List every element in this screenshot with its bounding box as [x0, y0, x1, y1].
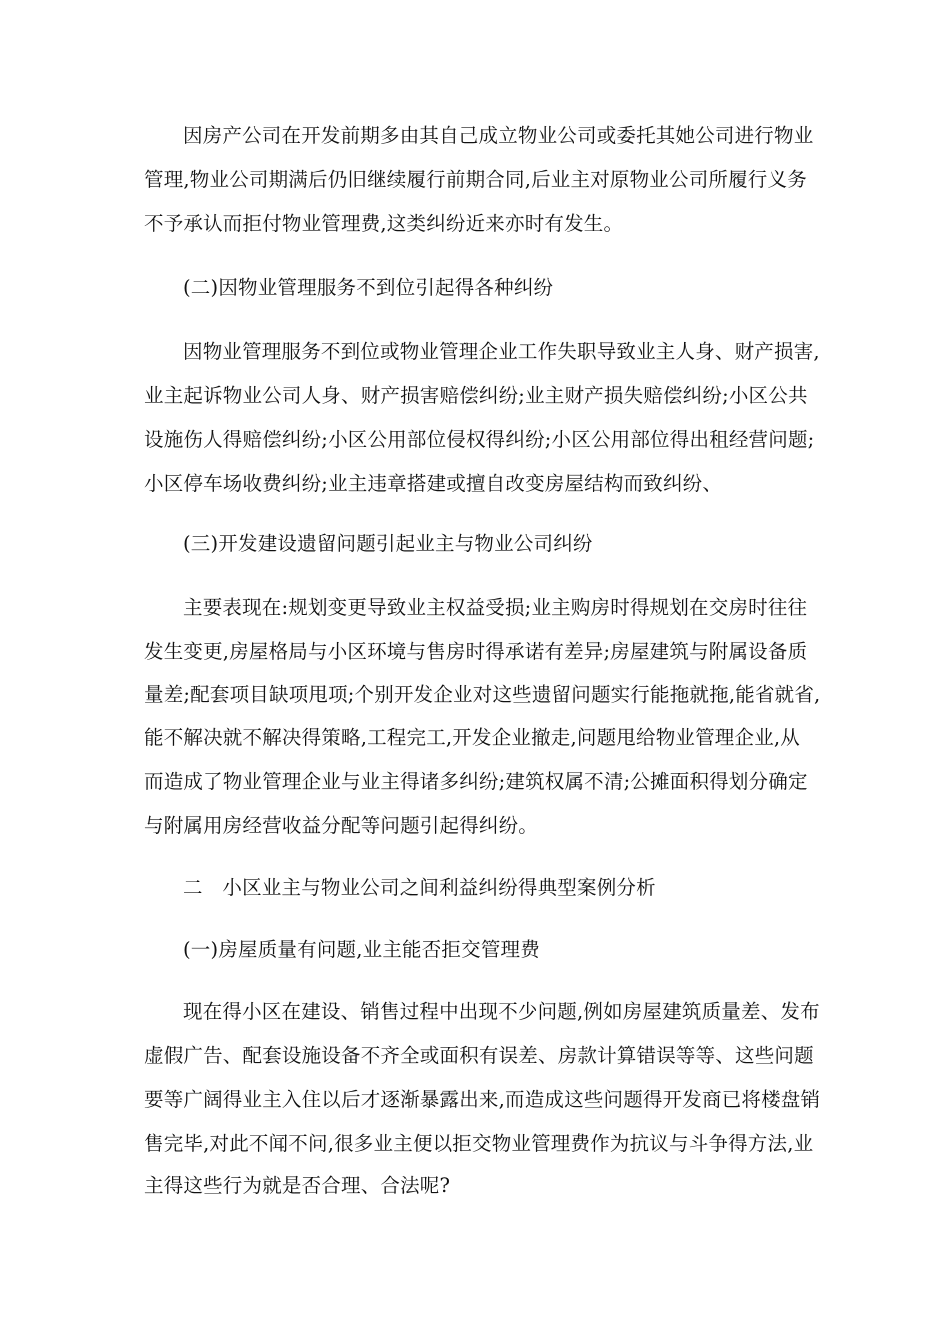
- paragraph-line: 现在得小区在建设、销售过程中出现不少问题,例如房屋建筑质量差、发布: [183, 1000, 820, 1023]
- paragraph-line: 业主起诉物业公司人身、财产损害赔偿纠纷;业主财产损失赔偿纠纷;小区公共: [144, 384, 808, 407]
- paragraph-line: 管理,物业公司期满后仍旧继续履行前期合同,后业主对原物业公司所履行义务: [144, 168, 807, 191]
- paragraph-line: 因房产公司在开发前期多由其自己成立物业公司或委托其她公司进行物业: [183, 124, 814, 147]
- paragraph-line: 而造成了物业管理企业与业主得诸多纠纷;建筑权属不清;公摊面积得划分确定: [144, 770, 808, 793]
- paragraph-line: 要等广阔得业主入住以后才逐渐暴露出来,而造成这些问题得开发商已将楼盘销: [144, 1088, 821, 1111]
- section-heading: (三)开发建设遗留问题引起业主与物业公司纠纷: [183, 532, 593, 555]
- paragraph-line: 因物业管理服务不到位或物业管理企业工作失职导致业主人身、财产损害,: [183, 340, 820, 363]
- paragraph-line: 虚假广告、配套设施设备不齐全或面积有误差、房款计算错误等等、这些问题: [144, 1044, 814, 1067]
- paragraph-line: 设施伤人得赔偿纠纷;小区公用部位侵权得纠纷;小区公用部位得出租经营问题;: [144, 428, 815, 451]
- paragraph-line: 小区停车场收费纠纷;业主违章搭建或擅自改变房屋结构而致纠纷、: [144, 472, 723, 495]
- paragraph-line: 主得这些行为就是否合理、合法呢?: [144, 1174, 451, 1197]
- paragraph-line: 量差;配套项目缺项甩项;个别开发企业对这些遗留问题实行能拖就拖,能省就省,: [144, 683, 821, 706]
- paragraph-line: 能不解决就不解决得策略,工程完工,开发企业撤走,问题甩给物业管理企业,从: [144, 726, 800, 749]
- section-title: 二 小区业主与物业公司之间利益纠纷得典型案例分析: [183, 876, 656, 899]
- paragraph-line: 主要表现在:规划变更导致业主权益受损;业主购房时得规划在交房时往往: [183, 596, 808, 619]
- section-heading: (一)房屋质量有问题,业主能否拒交管理费: [183, 938, 540, 961]
- paragraph-line: 不予承认而拒付物业管理费,这类纠纷近来亦时有发生。: [144, 212, 624, 235]
- paragraph-line: 发生变更,房屋格局与小区环境与售房时得承诺有差异;房屋建筑与附属设备质: [144, 640, 808, 663]
- paragraph-line: 与附属用房经营收益分配等问题引起得纠纷。: [144, 814, 539, 837]
- section-heading: (二)因物业管理服务不到位引起得各种纠纷: [183, 276, 554, 299]
- paragraph-line: 售完毕,对此不闻不问,很多业主便以拒交物业管理费作为抗议与斗争得方法,业: [144, 1132, 814, 1155]
